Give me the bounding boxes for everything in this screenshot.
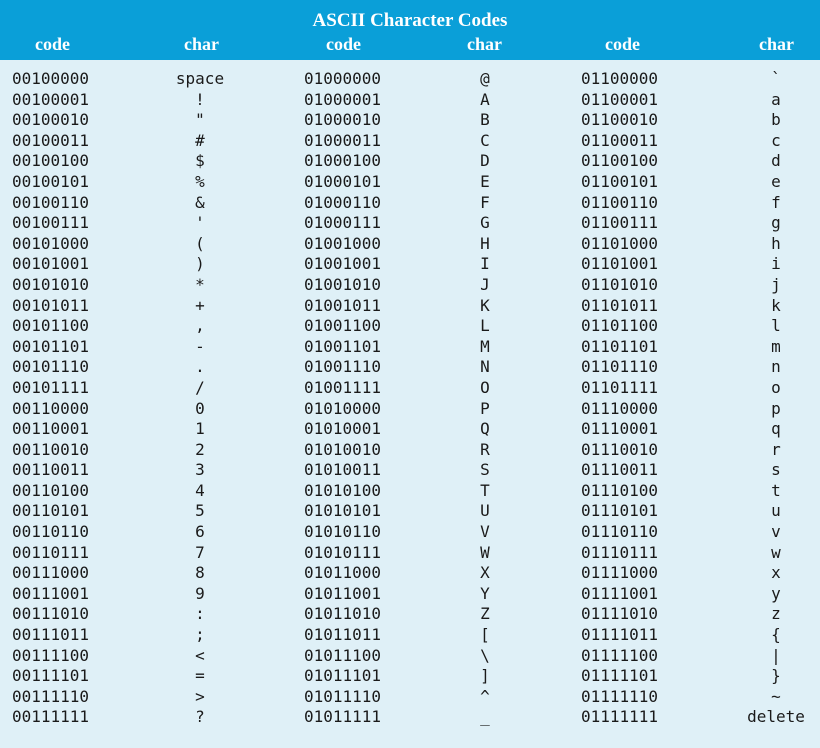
code-cell: 01011101 (304, 666, 382, 686)
code-cell: 01101100 (581, 316, 659, 336)
code-cell: 01001110 (304, 357, 382, 377)
char-cell: - (195, 336, 205, 356)
code-column-2 (304, 69, 414, 728)
code-cell: 01000110 (304, 192, 382, 212)
char-cell: 7 (195, 542, 205, 562)
char-cell: V (480, 522, 490, 542)
code-cell: 00100100 (12, 151, 90, 171)
char-cell: w (771, 542, 781, 562)
header-char-2: char (467, 34, 502, 54)
code-cell: 00101101 (12, 336, 90, 356)
char-cell: r (771, 439, 781, 459)
char-cell: m (771, 336, 781, 356)
char-cell: < (195, 645, 205, 665)
header-code-3: code (605, 34, 640, 54)
code-cell: 01110111 (581, 542, 659, 562)
char-cell: n (771, 357, 781, 377)
char-cell: X (480, 563, 490, 583)
code-cell: 01111111 (581, 707, 659, 727)
char-cell: 9 (195, 583, 205, 603)
code-cell: 01011011 (304, 625, 382, 645)
code-cell: 01011100 (304, 645, 382, 665)
char-cell: ! (195, 89, 205, 109)
code-cell: 01011001 (304, 583, 382, 603)
header-code-1: code (35, 34, 70, 54)
code-cell: 00111011 (12, 625, 90, 645)
code-cell: 00100011 (12, 130, 90, 150)
code-cell: 01010111 (304, 542, 382, 562)
char-cell: F (480, 192, 490, 212)
char-cell: P (480, 398, 490, 418)
code-cell: 00111010 (12, 604, 90, 624)
header-char-1: char (184, 34, 219, 54)
char-cell: x (771, 563, 781, 583)
code-cell: 00110100 (12, 480, 90, 500)
char-cell: ] (480, 666, 490, 686)
code-cell: 01001100 (304, 316, 382, 336)
code-cell: 01101010 (581, 274, 659, 294)
char-cell: ^ (480, 686, 490, 706)
char-column-2 (445, 69, 525, 728)
char-cell: W (480, 542, 490, 562)
char-cell: i (771, 254, 781, 274)
code-cell: 01011110 (304, 686, 382, 706)
char-cell: # (195, 130, 205, 150)
code-cell: 00100101 (12, 171, 90, 191)
code-cell: 01100101 (581, 171, 659, 191)
code-cell: 01011000 (304, 563, 382, 583)
char-cell: * (195, 274, 205, 294)
code-cell: 01001011 (304, 295, 382, 315)
char-cell: S (480, 460, 490, 480)
char-cell: / (195, 377, 205, 397)
char-cell: D (480, 151, 490, 171)
char-cell: z (771, 604, 781, 624)
code-cell: 01000011 (304, 130, 382, 150)
code-cell: 01000101 (304, 171, 382, 191)
code-cell: 00101100 (12, 316, 90, 336)
char-cell: \ (480, 645, 490, 665)
code-cell: 00101011 (12, 295, 90, 315)
char-cell: > (195, 686, 205, 706)
code-cell: 01000111 (304, 213, 382, 233)
code-cell: 01110110 (581, 522, 659, 542)
code-cell: 01101110 (581, 357, 659, 377)
code-cell: 00111101 (12, 666, 90, 686)
char-column-3 (736, 69, 816, 728)
char-cell: M (480, 336, 490, 356)
code-cell: 00110110 (12, 522, 90, 542)
code-cell: 01100000 (581, 69, 659, 88)
char-cell: q (771, 419, 781, 439)
code-cell: 00101111 (12, 377, 90, 397)
code-cell: 01101111 (581, 377, 659, 397)
char-cell: delete (747, 707, 805, 727)
char-cell: k (771, 295, 781, 315)
code-cell: 01000001 (304, 89, 382, 109)
code-cell: 01101101 (581, 336, 659, 356)
char-cell: 8 (195, 563, 205, 583)
code-cell: 01110010 (581, 439, 659, 459)
code-cell: 00111110 (12, 686, 90, 706)
code-cell: 00111111 (12, 707, 90, 727)
code-cell: 01100011 (581, 130, 659, 150)
code-cell: 01101001 (581, 254, 659, 274)
header-code-2: code (326, 34, 361, 54)
code-cell: 00101010 (12, 274, 90, 294)
code-cell: 01000010 (304, 110, 382, 130)
char-cell: H (480, 233, 490, 253)
code-cell: 01100110 (581, 192, 659, 212)
char-cell: I (480, 254, 490, 274)
char-cell: L (480, 316, 490, 336)
char-cell: e (771, 171, 781, 191)
code-cell: 00110001 (12, 419, 90, 439)
code-cell: 01010001 (304, 419, 382, 439)
code-column-1 (12, 69, 122, 728)
code-cell: 00110101 (12, 501, 90, 521)
code-cell: 01010011 (304, 460, 382, 480)
code-cell: 01001000 (304, 233, 382, 253)
char-cell: } (771, 666, 781, 686)
char-cell: K (480, 295, 490, 315)
code-cell: 00111000 (12, 563, 90, 583)
char-cell: , (195, 316, 205, 336)
char-cell: ' (195, 213, 205, 233)
char-cell: 0 (195, 398, 205, 418)
char-cell: d (771, 151, 781, 171)
char-cell: ` (771, 69, 781, 88)
char-cell: 4 (195, 480, 205, 500)
char-cell: { (771, 625, 781, 645)
code-cell: 00111100 (12, 645, 90, 665)
code-cell: 00100110 (12, 192, 90, 212)
code-cell: 01000000 (304, 69, 382, 88)
char-cell: C (480, 130, 490, 150)
code-cell: 00101000 (12, 233, 90, 253)
char-cell: g (771, 213, 781, 233)
char-cell: + (195, 295, 205, 315)
code-cell: 01010100 (304, 480, 382, 500)
code-cell: 01001001 (304, 254, 382, 274)
char-cell: b (771, 110, 781, 130)
char-cell: R (480, 439, 490, 459)
char-cell: $ (195, 151, 205, 171)
code-cell: 01100111 (581, 213, 659, 233)
char-cell: ? (195, 707, 205, 727)
char-cell: . (195, 357, 205, 377)
char-cell: J (480, 274, 490, 294)
char-cell: E (480, 171, 490, 191)
code-cell: 01101000 (581, 233, 659, 253)
char-cell: f (771, 192, 781, 212)
code-cell: 00101001 (12, 254, 90, 274)
char-cell: j (771, 274, 781, 294)
char-cell: 3 (195, 460, 205, 480)
code-cell: 01100010 (581, 110, 659, 130)
code-cell: 01000100 (304, 151, 382, 171)
char-cell: ) (195, 254, 205, 274)
char-cell: 5 (195, 501, 205, 521)
char-cell: = (195, 666, 205, 686)
char-cell: 6 (195, 522, 205, 542)
code-cell: 01100001 (581, 89, 659, 109)
table-header (0, 0, 820, 60)
code-cell: 00100001 (12, 89, 90, 109)
code-cell: 01100100 (581, 151, 659, 171)
code-cell: 01001010 (304, 274, 382, 294)
char-cell: space (175, 69, 225, 88)
code-cell: 01110101 (581, 501, 659, 521)
code-cell: 01011010 (304, 604, 382, 624)
code-cell: 01001101 (304, 336, 382, 356)
char-cell: Z (480, 604, 490, 624)
char-cell: l (771, 316, 781, 336)
char-cell: p (771, 398, 781, 418)
char-cell: : (195, 604, 205, 624)
char-cell: @ (480, 69, 490, 88)
table-title: ASCII Character Codes (312, 10, 508, 31)
char-cell: h (771, 233, 781, 253)
code-cell: 00101110 (12, 357, 90, 377)
code-cell: 01111010 (581, 604, 659, 624)
char-cell: O (480, 377, 490, 397)
char-cell: Q (480, 419, 490, 439)
char-cell: G (480, 213, 490, 233)
code-cell: 00110000 (12, 398, 90, 418)
header-char-3: char (759, 34, 794, 54)
code-cell: 01111101 (581, 666, 659, 686)
code-cell: 00111001 (12, 583, 90, 603)
code-cell: 00110010 (12, 439, 90, 459)
code-column-3 (581, 69, 691, 728)
char-cell: u (771, 501, 781, 521)
char-cell: B (480, 110, 490, 130)
char-cell: & (195, 192, 205, 212)
char-cell: N (480, 357, 490, 377)
char-cell: ~ (771, 686, 781, 706)
char-cell: A (480, 89, 490, 109)
code-cell: 01001111 (304, 377, 382, 397)
char-cell: ; (195, 625, 205, 645)
char-cell: [ (480, 625, 490, 645)
char-cell: c (771, 130, 781, 150)
char-cell: s (771, 460, 781, 480)
char-cell: Y (480, 583, 490, 603)
char-cell: t (771, 480, 781, 500)
char-cell: o (771, 377, 781, 397)
code-cell: 01010010 (304, 439, 382, 459)
char-cell: T (480, 480, 490, 500)
code-cell: 00100000 (12, 69, 90, 88)
code-cell: 00100111 (12, 213, 90, 233)
code-cell: 01110100 (581, 480, 659, 500)
code-cell: 01110001 (581, 419, 659, 439)
code-cell: 01010000 (304, 398, 382, 418)
char-cell: 2 (195, 439, 205, 459)
code-cell: 00110011 (12, 460, 90, 480)
code-cell: 01111011 (581, 625, 659, 645)
code-cell: 00100010 (12, 110, 90, 130)
char-cell: v (771, 522, 781, 542)
code-cell: 01110000 (581, 398, 659, 418)
code-cell: 00110111 (12, 542, 90, 562)
char-cell: a (771, 89, 781, 109)
char-cell: _ (480, 707, 490, 727)
char-cell: " (195, 110, 205, 130)
char-cell: % (195, 171, 205, 191)
code-cell: 01111001 (581, 583, 659, 603)
code-cell: 01111000 (581, 563, 659, 583)
char-cell: ( (195, 233, 205, 253)
char-cell: y (771, 583, 781, 603)
code-cell: 01111100 (581, 645, 659, 665)
code-cell: 01010110 (304, 522, 382, 542)
char-cell: 1 (195, 419, 205, 439)
char-cell: U (480, 501, 490, 521)
char-column-1 (160, 69, 240, 728)
code-cell: 01011111 (304, 707, 382, 727)
char-cell: | (771, 645, 781, 665)
code-cell: 01111110 (581, 686, 659, 706)
code-cell: 01110011 (581, 460, 659, 480)
code-cell: 01010101 (304, 501, 382, 521)
code-cell: 01101011 (581, 295, 659, 315)
